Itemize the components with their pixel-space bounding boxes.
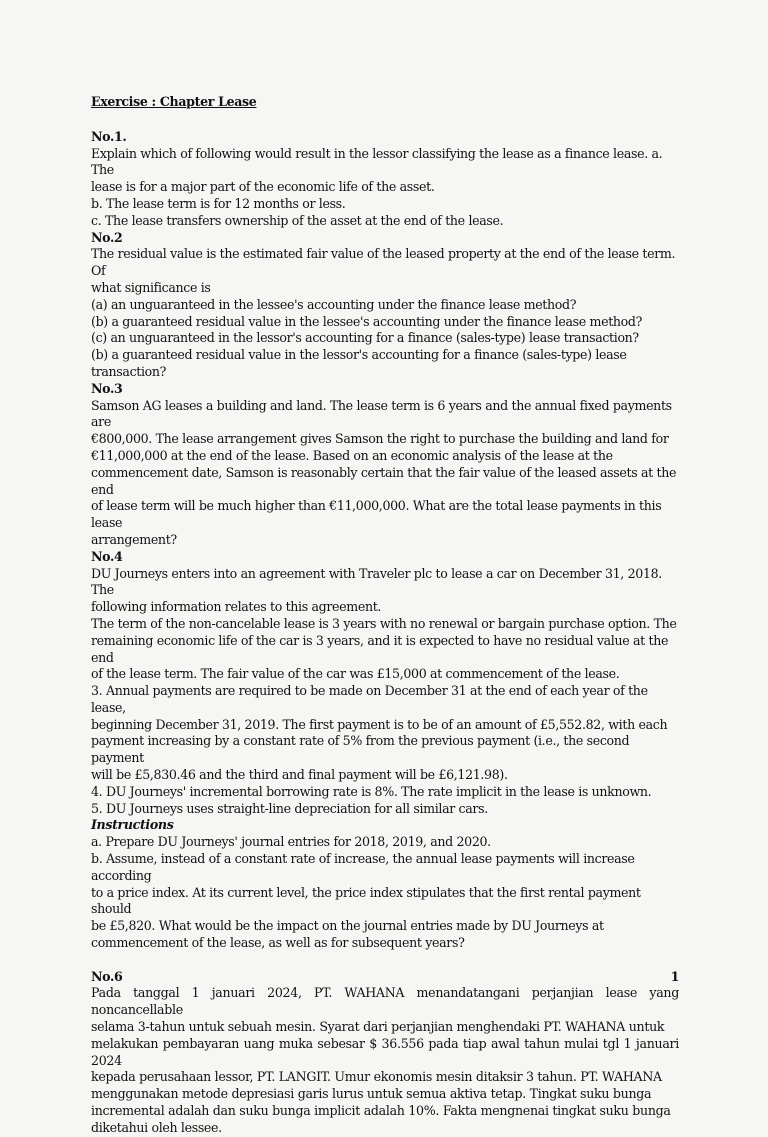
- question-1-line: Explain which of following would result in the lessor classifying the lease as a finance lease. a. The: [91, 145, 663, 178]
- question-4-line: beginning December 31, 2019. The first payment is to be of an amount of £5,552.82, with each: [91, 716, 668, 732]
- question-6-line: diketahui oleh lessee.: [91, 1119, 222, 1135]
- page-number: 1: [670, 968, 679, 984]
- instruction-line: be £5,820. What would be the impact on the journal entries made by DU Journeys at: [91, 918, 604, 934]
- question-4-line: payment increasing by a constant rate of 5% from the previous payment (i.e., the second payment: [91, 733, 630, 766]
- question-6-line: kepada perusahaan lessor, PT. LANGIT. Umur ekonomis mesin ditaksir 3 tahun. PT. WAHANA: [91, 1069, 662, 1085]
- question-1-line: lease is for a major part of the economic life of the asset.: [91, 179, 435, 195]
- question-4-line: DU Journeys enters into an agreement with Traveler plc to lease a car on December 31, 2018. The: [91, 565, 662, 598]
- question-3-line: of lease term will be much higher than €11,000,000. What are the total lease payments in this lease: [91, 498, 662, 531]
- question-3-heading: No.3: [91, 380, 123, 396]
- question-6-line: menggunakan metode depresiasi garis lurus untuk semua aktiva tetap. Tingkat suku bunga: [91, 1086, 652, 1102]
- instruction-a: a. Prepare DU Journeys' journal entries for 2018, 2019, and 2020.: [91, 834, 491, 850]
- instruction-line: to a price index. At its current level, the price index stipulates that the first rental payment should: [91, 884, 641, 917]
- question-4-line: The term of the non-cancelable lease is 3 years with no renewal or bargain purchase option. The: [91, 615, 677, 631]
- question-6-heading-row: [91, 969, 679, 986]
- question-6-line: Pada tanggal 1 januari 2024, PT. WAHANA menandatangani perjanjian lease yang noncancellable: [91, 985, 679, 1018]
- section-gap: [91, 952, 679, 969]
- document-content: [91, 94, 679, 1137]
- question-3-line: arrangement?: [91, 531, 177, 547]
- instruction-line: commencement of the lease, as well as for subsequent years?: [91, 935, 465, 951]
- question-4-item-5: 5. DU Journeys uses straight-line depreciation for all similar cars.: [91, 800, 488, 816]
- question-2-heading: No.2: [91, 229, 123, 245]
- question-6-line: incremental adalah dan suku bunga implicit adalah 10%. Fakta mengnenai tingkat suku bunga: [91, 1103, 671, 1119]
- question-3-line: Samson AG leases a building and land. The lease term is 6 years and the annual fixed payments are: [91, 397, 672, 430]
- question-2-line: The residual value is the estimated fair value of the leased property at the end of the lease term. Of: [91, 246, 676, 279]
- question-4-line: of the lease term. The fair value of the car was £15,000 at commencement of the lease.: [91, 666, 620, 682]
- question-3-line: €11,000,000 at the end of the lease. Based on an economic analysis of the lease at the: [91, 447, 613, 463]
- question-4-line: will be £5,830.46 and the third and final payment will be £6,121.98).: [91, 767, 508, 783]
- question-3-line: €800,000. The lease arrangement gives Samson the right to purchase the building and land for: [91, 431, 669, 447]
- question-6-heading: No.6: [91, 968, 123, 984]
- question-3-line: commencement date, Samson is reasonably certain that the fair value of the leased assets at the end: [91, 464, 677, 497]
- question-2-line: what significance is: [91, 279, 211, 295]
- question-2-part-a: (a) an unguaranteed in the lessee's accounting under the finance lease method?: [91, 296, 577, 312]
- instructions-heading: Instructions: [91, 817, 174, 833]
- question-4-item-4: 4. DU Journeys' incremental borrowing rate is 8%. The rate implicit in the lease is unknown.: [91, 783, 652, 799]
- question-2-line: transaction?: [91, 363, 167, 379]
- question-2-part-c: (c) an unguaranteed in the lessor's accounting for a finance (sales-type) lease transaction?: [91, 330, 639, 346]
- question-4-item-3: 3. Annual payments are required to be made on December 31 at the end of each year of the lease,: [91, 683, 648, 715]
- question-2-part-d: (b) a guaranteed residual value in the lessor's accounting for a finance (sales-type) lease: [91, 347, 627, 363]
- question-2-part-b: (b) a guaranteed residual value in the lessee's accounting under the finance lease method?: [91, 313, 643, 329]
- question-6-line: selama 3-tahun untuk sebuah mesin. Syarat dari perjanjian menghendaki PT. WAHANA untuk: [91, 1019, 665, 1035]
- question-1-heading: No.1.: [91, 128, 127, 144]
- question-1-option-c: c. The lease transfers ownership of the asset at the end of the lease.: [91, 212, 504, 228]
- instruction-b: b. Assume, instead of a constant rate of increase, the annual lease payments will increase according: [91, 851, 635, 883]
- question-4-line: remaining economic life of the car is 3 years, and it is expected to have no residual value at the end: [91, 632, 669, 665]
- document-title: Exercise : Chapter Lease: [91, 94, 257, 109]
- question-4-line: following information relates to this agreement.: [91, 599, 382, 615]
- question-4-heading: No.4: [91, 548, 123, 564]
- question-6-line: melakukan pembayaran uang muka sebesar $ 36.556 pada tiap awal tahun mulai tgl 1 januari 2024: [91, 1035, 679, 1068]
- question-1-option-b: b. The lease term is for 12 months or less.: [91, 195, 346, 211]
